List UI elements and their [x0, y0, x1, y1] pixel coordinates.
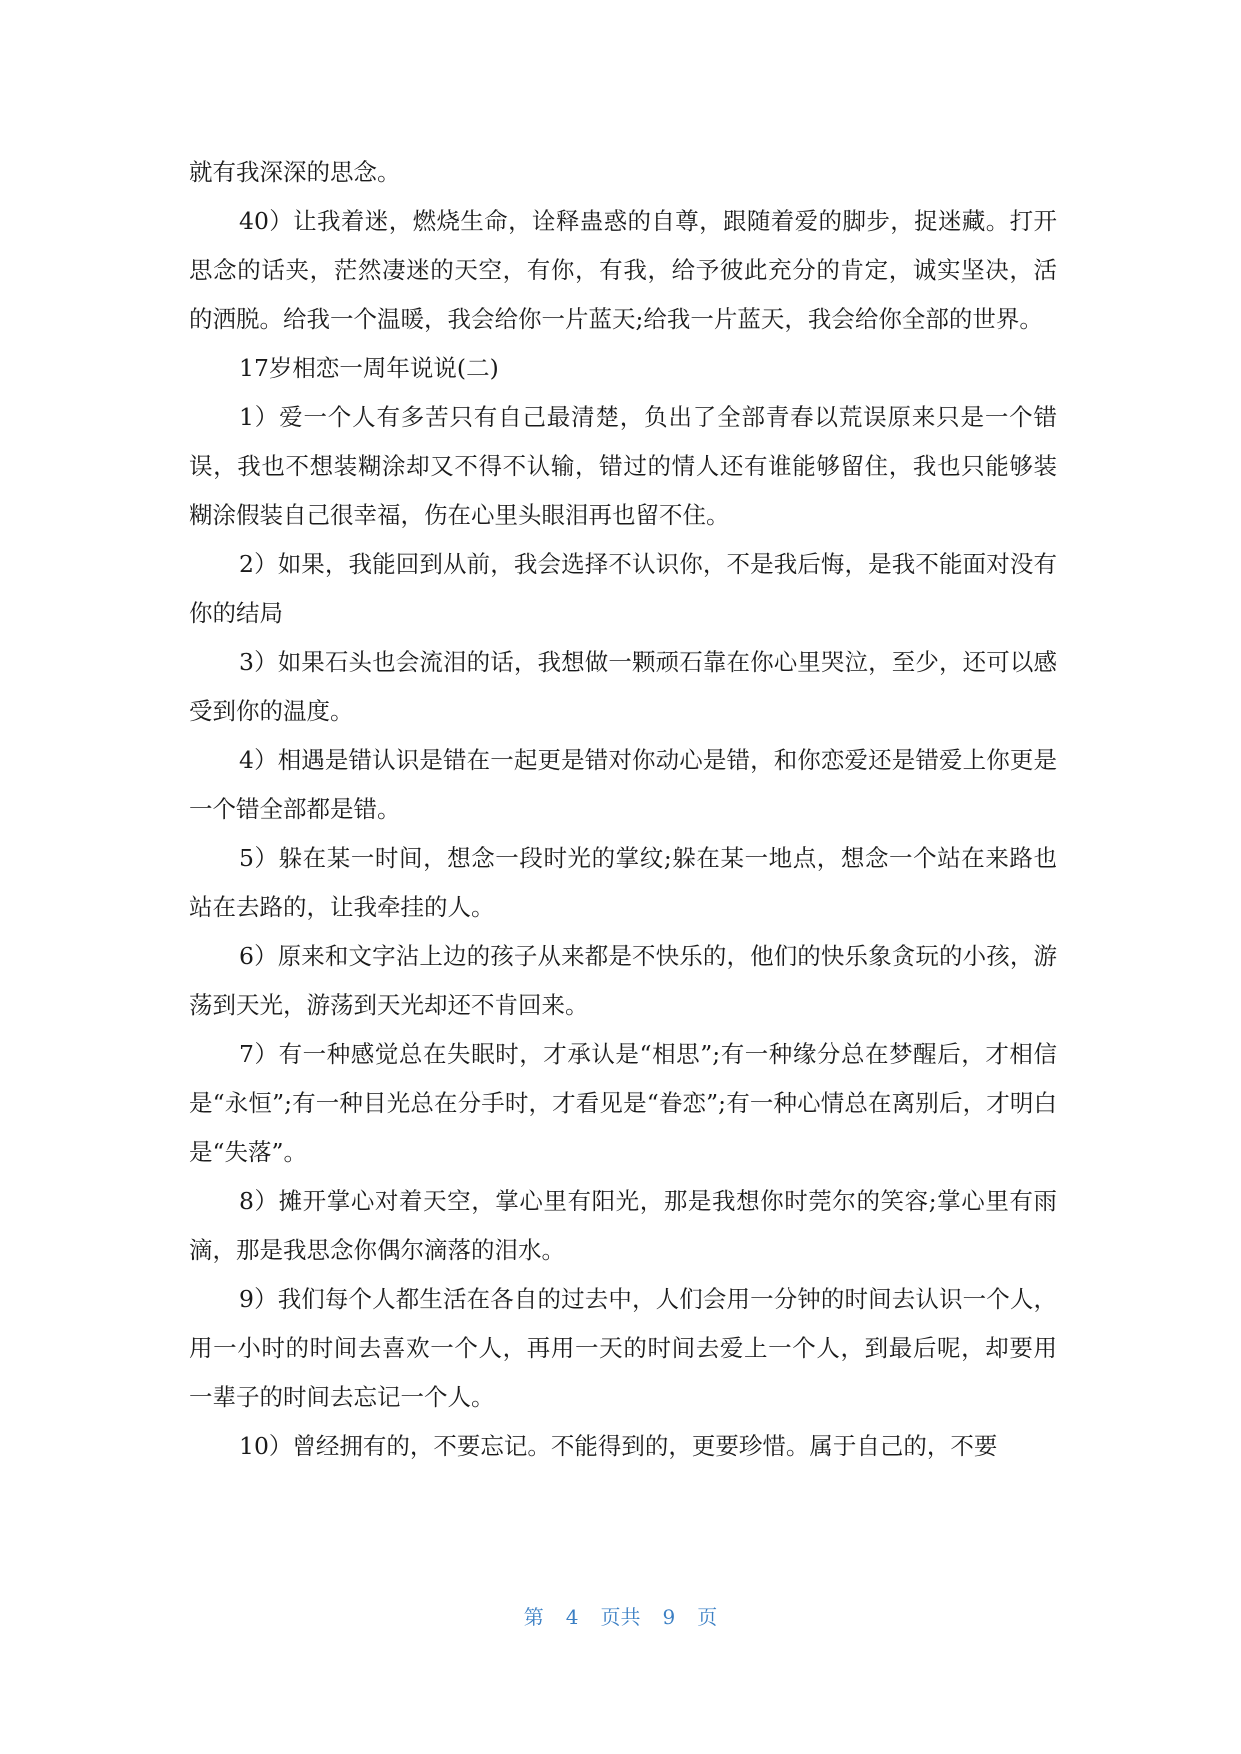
footer-middle: 页共 — [600, 1605, 641, 1629]
total-pages-number: 9 — [662, 1605, 676, 1629]
paragraph: 3）如果石头也会流泪的话，我想做一颗顽石靠在你心里哭泣，至少，还可以感受到你的温度。 — [189, 648, 1057, 725]
paragraph: 7）有一种感觉总在失眠时，才承认是“相思”;有一种缘分总在梦醒后，才相信是“永恒”;有一种目光总在分手时，才看见是“眷恋”;有一种心情总在离别后，才明白是“失落”。 — [189, 1040, 1057, 1166]
paragraph: 2）如果，我能回到从前，我会选择不认识你，不是我后悔，是我不能面对没有你的结局 — [189, 550, 1057, 627]
paragraph: 9）我们每个人都生活在各自的过去中，人们会用一分钟的时间去认识一个人，用一小时的时间去喜欢一个人，再用一天的时间去爱上一个人，到最后呢，却要用一辈子的时间去忘记一个人。 — [189, 1285, 1057, 1411]
paragraph: 10）曾经拥有的，不要忘记。不能得到的，更要珍惜。属于自己的，不要 — [239, 1432, 998, 1460]
paragraph: 5）躲在某一时间，想念一段时光的掌纹;躲在某一地点，想念一个站在来路也站在去路的，让我牵挂的人。 — [189, 844, 1057, 921]
paragraph: 8）摊开掌心对着天空，掌心里有阳光，那是我想你时莞尔的笑容;掌心里有雨滴，那是我思念你偶尔滴落的泪水。 — [189, 1187, 1057, 1264]
paragraph: 就有我深深的思念。 — [189, 158, 401, 186]
section-heading: 17岁相恋一周年说说(二) — [239, 354, 499, 382]
paragraph: 4）相遇是错认识是错在一起更是错对你动心是错，和你恋爱还是错爱上你更是一个错全部都是错。 — [189, 746, 1057, 823]
page-footer — [0, 1601, 1241, 1630]
paragraph: 1）爱一个人有多苦只有自己最清楚，负出了全部青春以荒误原来只是一个错误，我也不想装糊涂却又不得不认输，错过的情人还有谁能够留住，我也只能够装糊涂假装自己很幸福，伤在心里头眼泪再也留不住。 — [189, 403, 1057, 529]
footer-prefix: 第 — [523, 1605, 544, 1629]
footer-suffix: 页 — [697, 1605, 718, 1629]
paragraph: 6）原来和文字沾上边的孩子从来都是不快乐的，他们的快乐象贪玩的小孩，游荡到天光，游荡到天光却还不肯回来。 — [189, 942, 1057, 1019]
document-body — [189, 148, 1057, 1471]
paragraph: 40）让我着迷，燃烧生命，诠释蛊惑的自尊，跟随着爱的脚步，捉迷藏。打开思念的话夹，茫然凄迷的天空，有你，有我，给予彼此充分的肯定，诚实坚决，活的洒脱。给我一个温暖，我会给你一片蓝天;给我一片蓝天，我会给你全部的世界。 — [189, 207, 1057, 333]
current-page-number: 4 — [565, 1605, 579, 1629]
